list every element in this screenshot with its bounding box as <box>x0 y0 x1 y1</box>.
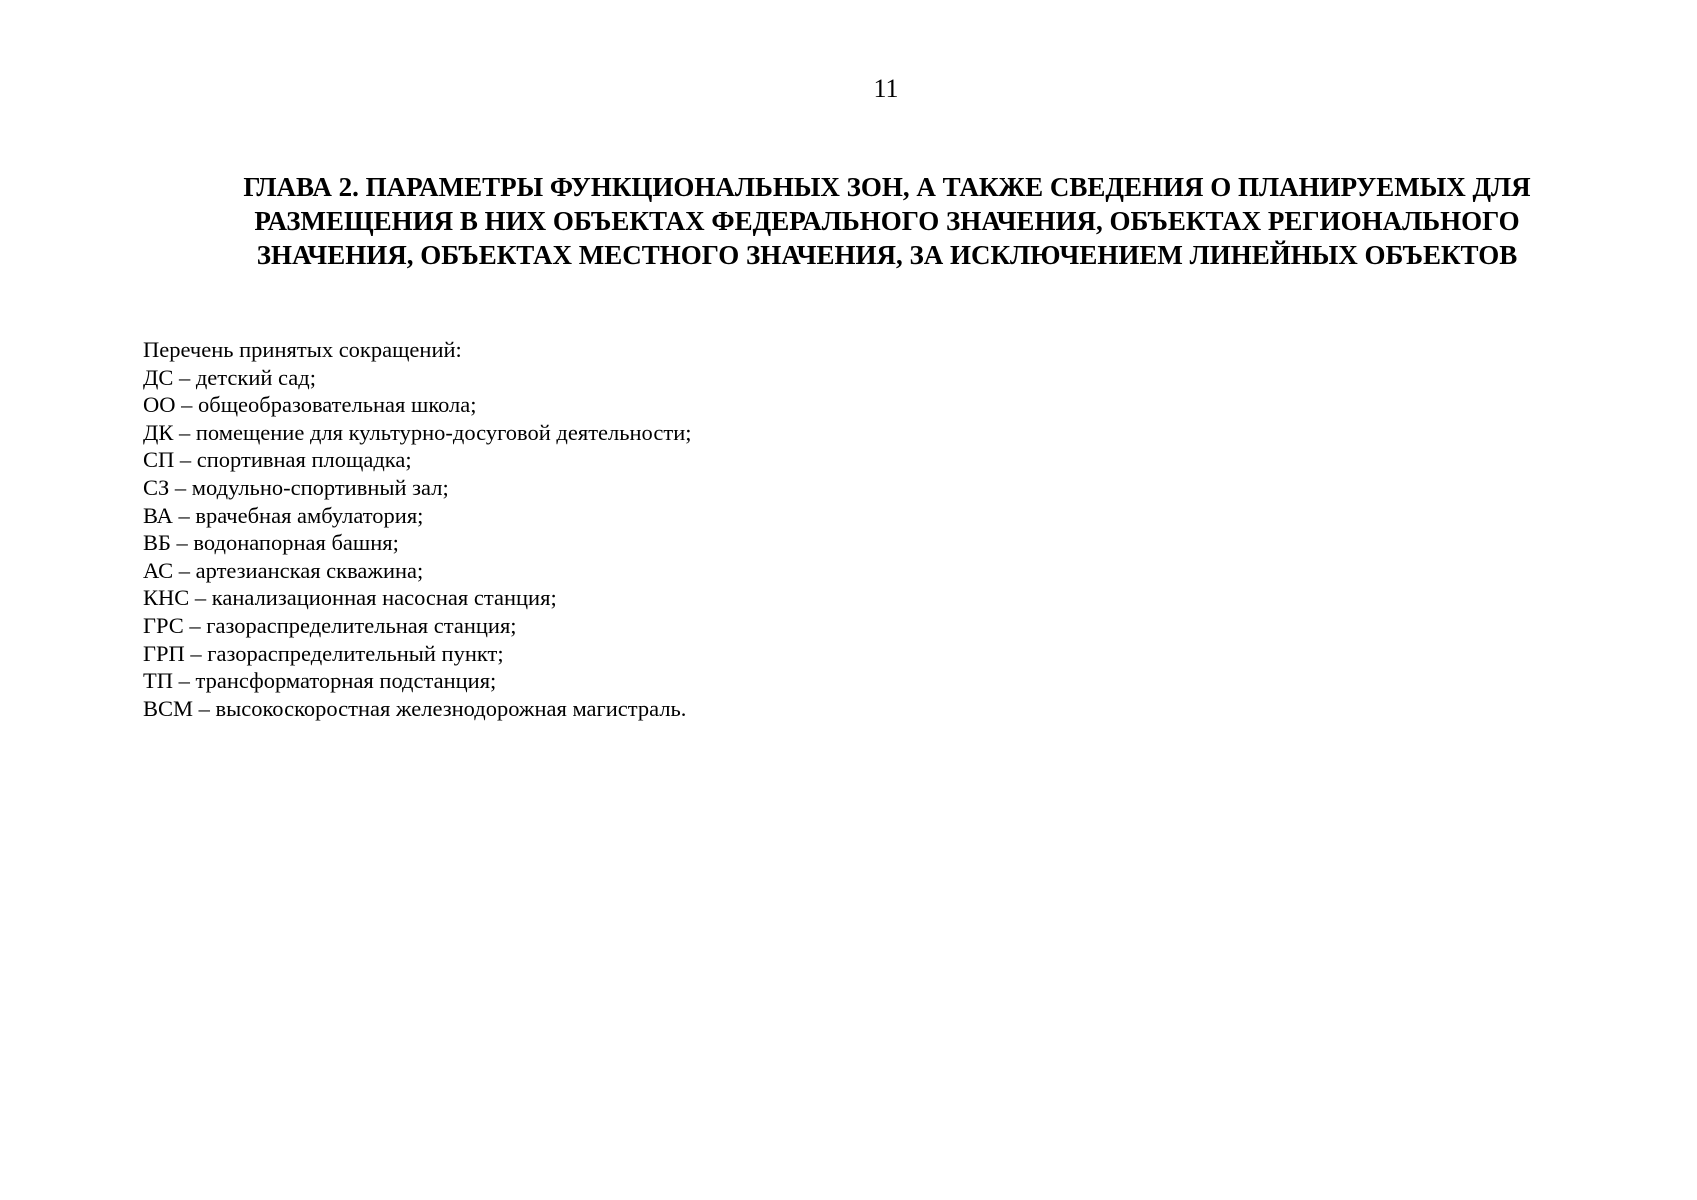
chapter-title <box>170 170 1604 272</box>
abbreviation-item: СЗ – модульно-спортивный зал; <box>143 474 449 500</box>
chapter-title-line-3: ЗНАЧЕНИЯ, ОБЪЕКТАХ МЕСТНОГО ЗНАЧЕНИЯ, ЗА ИСКЛЮЧЕНИЕМ ЛИНЕЙНЫХ ОБЪЕКТОВ <box>256 240 1518 270</box>
page-number: 11 <box>873 74 899 103</box>
abbreviations-list <box>143 364 1443 723</box>
abbreviation-item: ВА – врачебная амбулатория; <box>143 502 424 528</box>
abbreviation-item: ДС – детский сад; <box>143 364 316 390</box>
abbreviation-item: ТП – трансформаторная подстанция; <box>143 668 497 694</box>
chapter-title-line-2: РАЗМЕЩЕНИЯ В НИХ ОБЪЕКТАХ ФЕДЕРАЛЬНОГО ЗНАЧЕНИЯ, ОБЪЕКТАХ РЕГИОНАЛЬНОГО <box>254 206 1520 236</box>
abbreviation-item: ВСМ – высокоскоростная железнодорожная магистраль. <box>143 695 687 721</box>
abbreviation-item: ГРП – газораспределительный пункт; <box>143 640 504 666</box>
abbreviations-intro: Перечень принятых сокращений: <box>143 337 462 362</box>
abbreviation-item: ГРС – газораспределительная станция; <box>143 612 517 638</box>
abbreviation-item: СП – спортивная площадка; <box>143 447 412 473</box>
abbreviation-item: ВБ – водонапорная башня; <box>143 530 399 556</box>
abbreviation-item: ОО – общеобразовательная школа; <box>143 392 477 418</box>
abbreviations-section <box>143 336 1443 722</box>
abbreviation-item: АС – артезианская скважина; <box>143 557 424 583</box>
abbreviation-item: КНС – канализационная насосная станция; <box>143 585 557 611</box>
abbreviation-item: ДК – помещение для культурно-досуговой деятельности; <box>143 419 692 445</box>
chapter-title-line-1: ГЛАВА 2. ПАРАМЕТРЫ ФУНКЦИОНАЛЬНЫХ ЗОН, А ТАКЖЕ СВЕДЕНИЯ О ПЛАНИРУЕМЫХ ДЛЯ <box>243 172 1531 202</box>
